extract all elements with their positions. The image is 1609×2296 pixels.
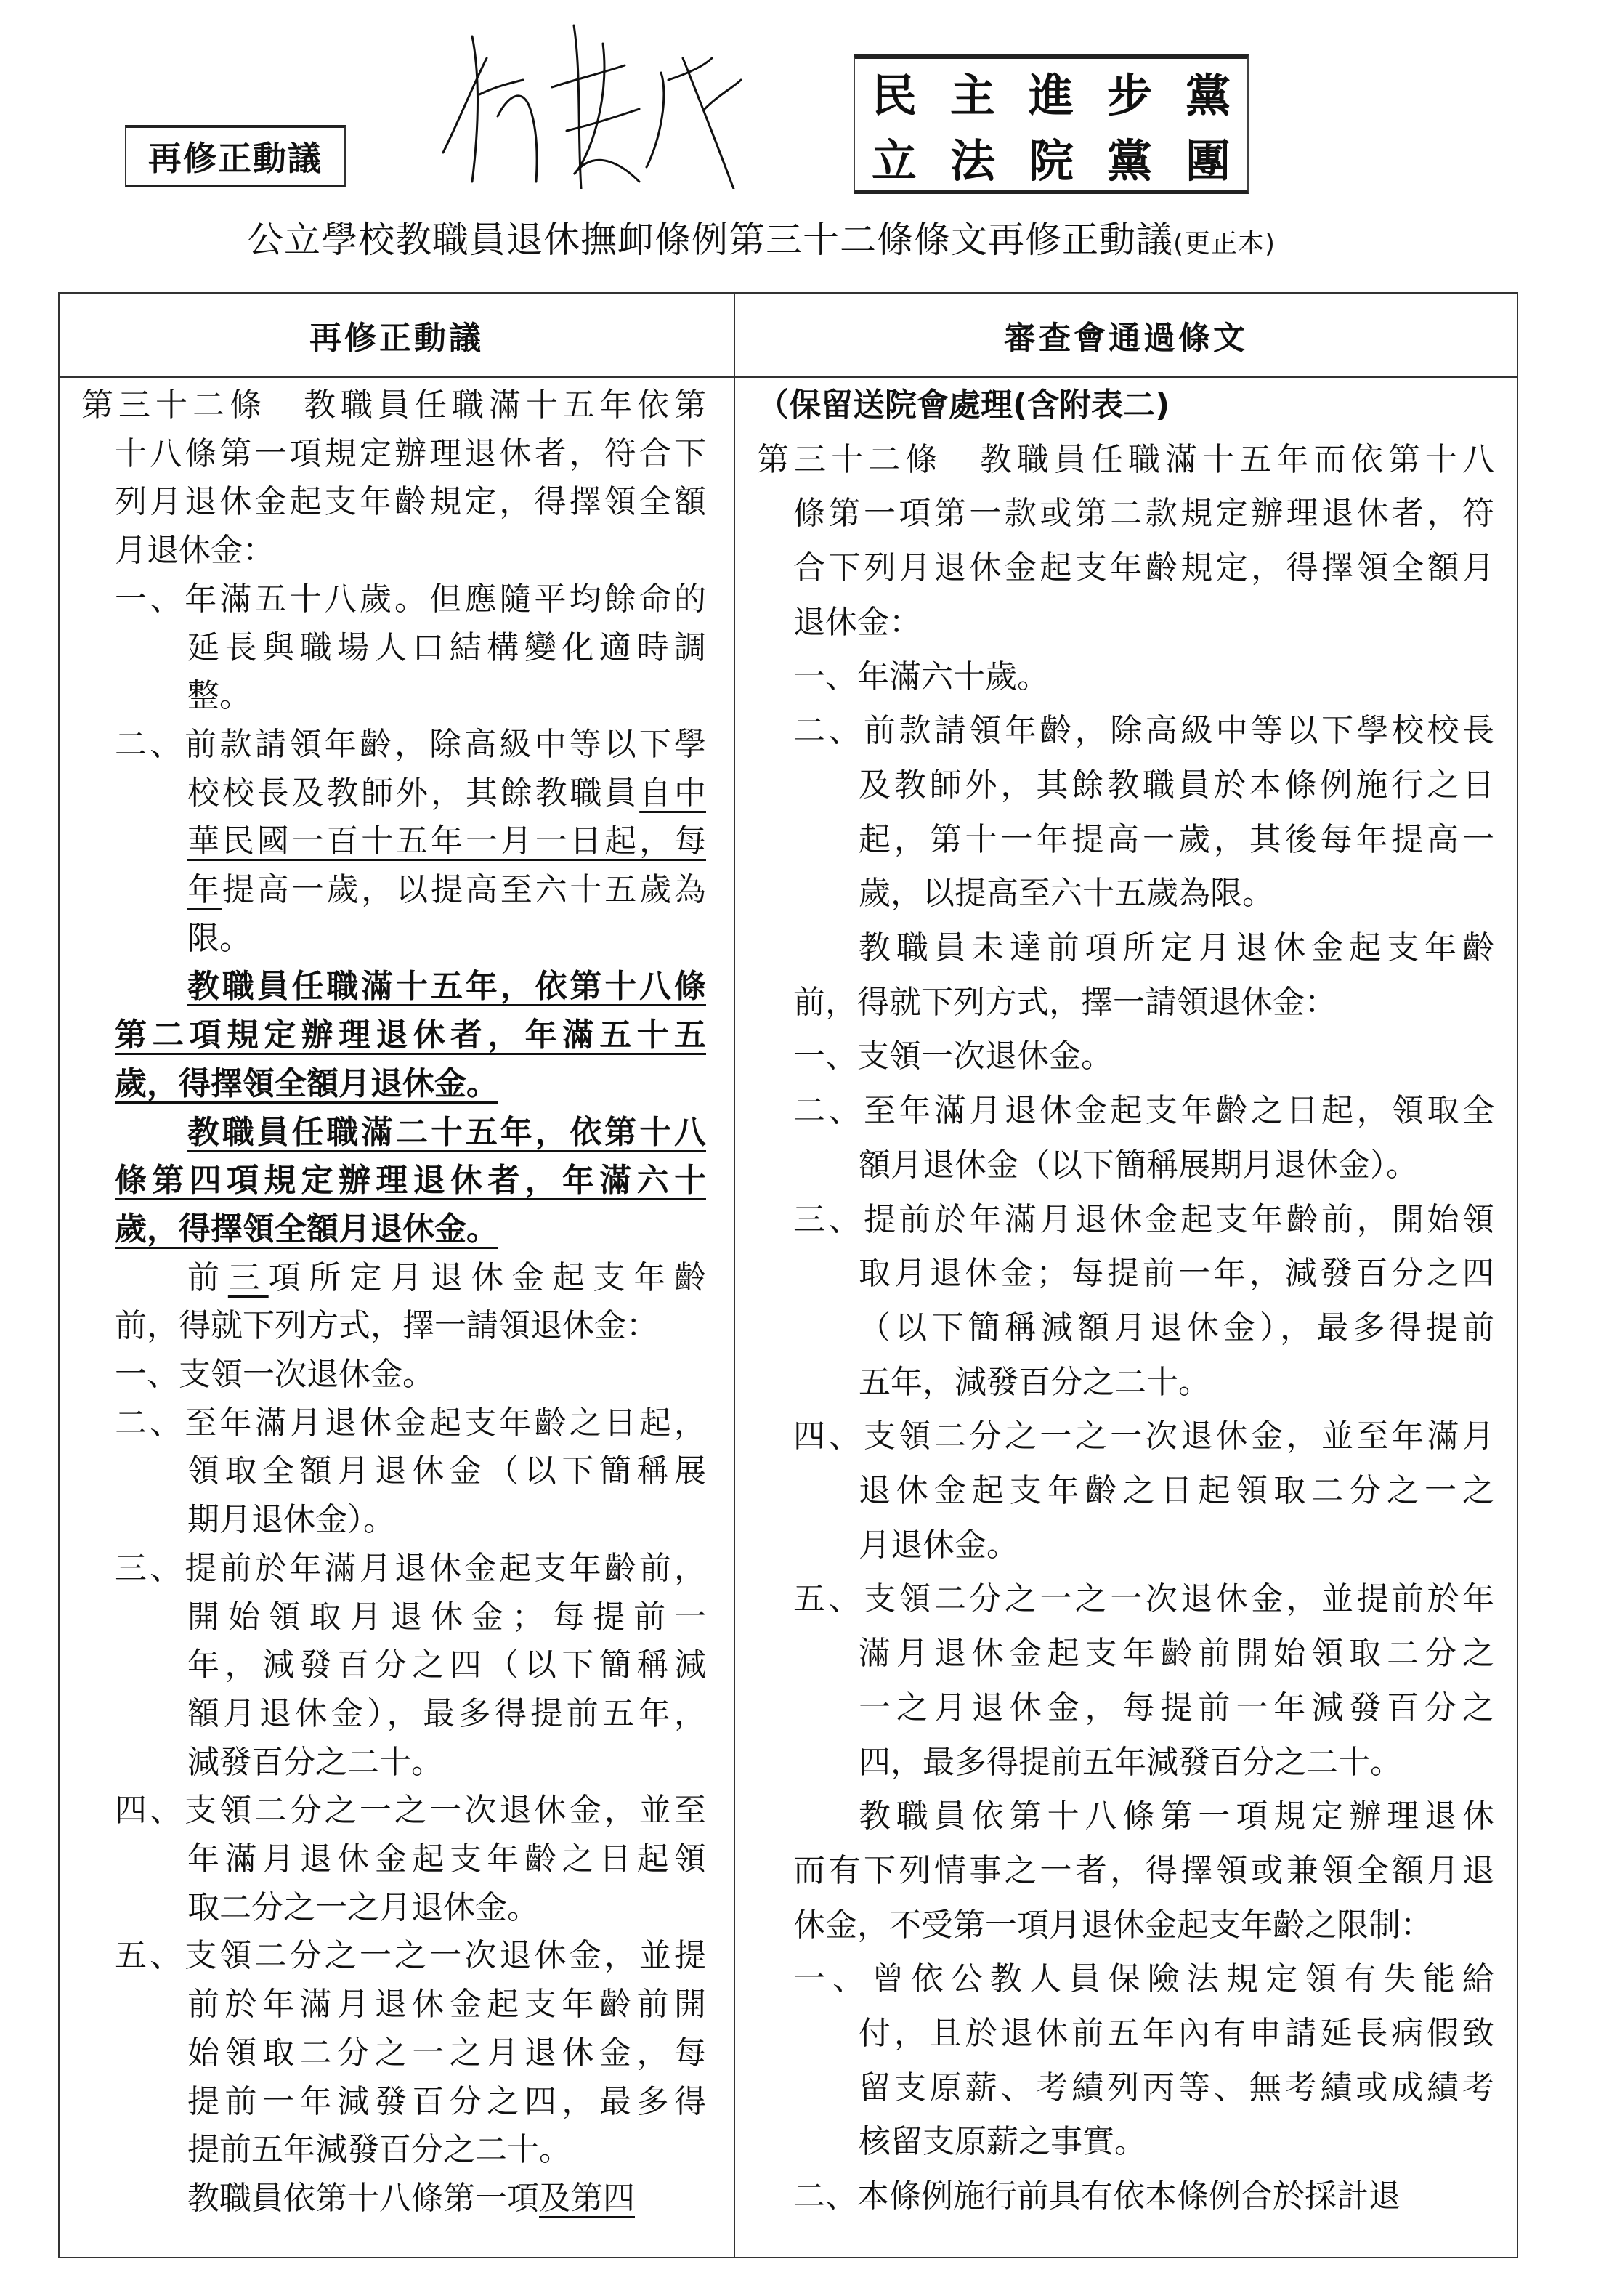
text-segment: 付，且於退休前五年內有申請延長病假致	[859, 2015, 1494, 2052]
amended-text: 及第四	[539, 2179, 635, 2217]
text-segment: 四，最多得提前五年減發百分之二十。	[859, 1743, 1402, 1781]
text-segment: 額月退休金），最多得提前五年，	[187, 1694, 706, 1732]
text-segment: 前，得就下列方式，擇一請領退休金：	[115, 1307, 658, 1345]
article-text-line	[115, 1402, 706, 1445]
article-text-line	[859, 1361, 1210, 1404]
article-text-line	[187, 1256, 706, 1300]
text-segment: （以下簡稱減額月退休金），最多得提前	[859, 1309, 1494, 1346]
article-text-line	[793, 601, 921, 644]
text-segment: 年滿月退休金起支年齡之日起領	[187, 1840, 706, 1877]
amended-text: 自中	[639, 774, 706, 812]
text-segment: 休金，不受第一項月退休金起支年齡之限制：	[793, 1906, 1432, 1944]
text-segment: 留支原薪、考績列丙等、無考績或成績考	[859, 2069, 1494, 2106]
article-text-line	[115, 1014, 706, 1057]
article-text-line	[187, 1450, 706, 1493]
article-text-line	[115, 723, 706, 767]
amended-text: 華民國一百十五年一月一日起，每	[187, 822, 706, 860]
text-segment: 十八條第一項規定辦理退休者，符合下	[115, 434, 706, 472]
comparison-table	[58, 292, 1518, 2258]
article-text-line	[793, 709, 1494, 753]
article-text-line	[793, 1849, 1494, 1893]
article-text-line	[793, 492, 1494, 535]
article-text-line	[115, 480, 706, 524]
stamp-char: 院	[1028, 134, 1074, 187]
article-text-line	[187, 1886, 539, 1930]
text-segment: 一、年滿六十歲。	[793, 658, 1049, 695]
article-text-line	[859, 1306, 1494, 1350]
text-segment: 滿月退休金起支年齡前開始領取二分之	[859, 1635, 1494, 1673]
text-segment: 額月退休金（以下簡稱展期月退休金）。	[859, 1146, 1418, 1184]
article-text-line	[859, 926, 1494, 970]
stamp-char: 法	[949, 134, 995, 187]
article-text-line	[757, 384, 1170, 427]
text-segment: 二、至年滿月退休金起支年齡之日起，	[115, 1404, 706, 1442]
article-text-line	[793, 1957, 1494, 2001]
article-text-line	[187, 965, 706, 1008]
article-text-line	[81, 384, 706, 427]
article-text-line	[793, 1415, 1494, 1458]
article-text-line	[859, 1469, 1494, 1513]
added-paragraph-text: 教職員任職滿二十五年，依第十八	[187, 1113, 706, 1151]
party-caucus-stamp	[854, 54, 1249, 194]
article-text-line	[793, 1198, 1494, 1242]
text-segment: 期月退休金）。	[187, 1501, 395, 1539]
text-segment: 而有下列情事之一者，得擇領或兼領全額月退	[793, 1851, 1494, 1889]
text-segment: 提前五年減發百分之二十。	[187, 2131, 571, 2169]
document-title-note: (更正本)	[1173, 229, 1276, 259]
article-text-line	[115, 1547, 706, 1590]
stamp-char: 主	[949, 68, 995, 122]
added-paragraph-text: 歲，得擇領全額月退休金。	[115, 1064, 498, 1102]
article-text-line	[187, 2177, 635, 2220]
article-text-line	[115, 1208, 498, 1251]
article-text-line	[187, 2080, 706, 2124]
article-text-line	[187, 1111, 706, 1155]
text-segment: 一、支領一次退休金。	[115, 1356, 434, 1393]
article-text-line	[187, 917, 251, 961]
article-text-line	[859, 1524, 1018, 1567]
article-text-line	[793, 1904, 1432, 1947]
article-text-line	[859, 1686, 1494, 1730]
text-segment: 退休金：	[793, 603, 921, 641]
added-paragraph-text: 歲，得擇領全額月退休金。	[115, 1210, 498, 1248]
article-text-line	[187, 2032, 706, 2075]
column-divider	[734, 294, 735, 2257]
article-text-line	[187, 1596, 706, 1639]
article-text-line	[859, 1252, 1494, 1295]
article-text-line	[859, 2012, 1494, 2056]
article-text-line	[115, 432, 706, 476]
article-text-line	[793, 1035, 1113, 1078]
text-segment: 一之月退休金，每提前一年減發百分之	[859, 1689, 1494, 1726]
article-text-line	[859, 2066, 1494, 2110]
text-segment: 五、支領二分之一之一次退休金，並提	[115, 1937, 706, 1975]
article-text-line	[187, 626, 706, 670]
text-segment: 五、支領二分之一之一次退休金，並提前於年	[793, 1580, 1494, 1618]
stamp-char: 黨	[1106, 134, 1152, 187]
text-segment: 一、曾依公教人員保險法規定領有失能給	[793, 1960, 1494, 1998]
article-text-line	[793, 546, 1494, 590]
article-text-line	[187, 772, 706, 815]
article-text-line	[859, 1795, 1494, 1838]
document-title	[247, 211, 1276, 263]
text-segment: 領取全額月退休金（以下簡稱展	[187, 1452, 706, 1490]
text-segment: 開始領取月退休金；每提前一	[187, 1598, 706, 1636]
article-text-line	[187, 1644, 706, 1687]
article-text-line	[187, 674, 251, 718]
amended-text: 三	[227, 1258, 269, 1296]
text-segment: 二、至年滿月退休金起支年齡之日起，領取全	[793, 1092, 1494, 1130]
article-text-line	[115, 1062, 498, 1106]
text-segment: 列月退休金起支年齡規定，得擇領全額	[115, 483, 706, 521]
article-text-line	[115, 1934, 706, 1978]
text-segment: 二、前款請領年齡，除高級中等以下學	[115, 725, 706, 763]
article-text-line	[187, 820, 706, 863]
article-text-line	[859, 764, 1494, 807]
article-text-line	[757, 438, 1494, 482]
added-paragraph-text: 教職員任職滿十五年，依第十八條	[187, 968, 706, 1006]
stamp-char: 進	[1028, 68, 1074, 122]
text-segment: 歲，以提高至六十五歲為限。	[859, 875, 1274, 913]
text-segment: 第三十二條 教職員任職滿十五年而依第十八	[757, 440, 1494, 478]
text-segment: 前，得就下列方式，擇一請領退休金：	[793, 983, 1337, 1021]
text-segment: 合下列月退休金起支年齡規定，得擇領全額月	[793, 549, 1494, 587]
text-segment: 教職員依第十八條第一項規定辦理退休	[859, 1798, 1494, 1835]
text-segment: 四、支領二分之一之一次退休金，並至年滿月	[793, 1418, 1494, 1455]
article-text-line	[793, 655, 1049, 699]
article-text-line	[115, 578, 706, 621]
document-title-text: 公立學校教職員退休撫卹條例第三十二條條文再修正動議	[247, 219, 1173, 261]
text-segment: 延長與職場人口結構變化適時調	[187, 628, 706, 666]
text-segment: 二、本條例施行前具有依本條例合於採計退	[793, 2178, 1401, 2215]
text-segment: 月退休金：	[115, 532, 275, 570]
article-text-line	[793, 981, 1337, 1024]
article-text-line	[793, 1089, 1494, 1133]
text-segment: 四、支領二分之一之一次退休金，並至	[115, 1792, 706, 1830]
stamp-char: 民	[871, 68, 917, 122]
article-text-line	[187, 2128, 571, 2172]
article-text-line	[859, 1144, 1418, 1187]
article-text-line	[115, 1353, 434, 1396]
text-segment: 第三十二條 教職員任職滿十五年依第	[81, 387, 706, 424]
article-text-line	[859, 1741, 1402, 1784]
motion-label-box	[125, 125, 346, 187]
text-segment: 取二分之一之月退休金。	[187, 1888, 539, 1926]
column-header-committee-text: 審查會通過條文	[735, 294, 1517, 378]
text-segment: 核留支原薪之事實。	[859, 2123, 1146, 2161]
text-segment: 前於年滿月退休金起支年齡前開	[187, 1986, 706, 2024]
text-segment: 前	[187, 1258, 228, 1296]
text-segment: 一、支領一次退休金。	[793, 1038, 1113, 1075]
text-segment: 項所定月退休金起支年齡	[268, 1258, 706, 1296]
text-segment: 校校長及教師外，其餘教職員	[187, 774, 640, 812]
article-text-line	[187, 1692, 706, 1736]
text-segment: 二、前款請領年齡，除高級中等以下學校校長	[793, 712, 1494, 750]
text-segment: 起，第十一年提高一歲，其後每年提高一	[859, 820, 1494, 858]
text-segment: 整。	[187, 677, 251, 715]
article-text-line	[859, 1632, 1494, 1675]
stamp-char: 立	[871, 134, 917, 187]
text-segment: 提前一年減發百分之四，最多得	[187, 2082, 706, 2120]
motion-label: 再修正動議	[148, 139, 323, 178]
stamp-char: 步	[1106, 68, 1152, 122]
text-segment: 條第一項第一款或第二款規定辦理退休者，符	[793, 495, 1494, 533]
text-segment: 提高一歲，以提高至六十五歲為	[222, 871, 706, 908]
signature	[429, 15, 806, 189]
text-segment: 教職員未達前項所定月退休金起支年齡	[859, 929, 1494, 966]
article-text-line	[115, 1159, 706, 1202]
article-text-line	[187, 1838, 706, 1881]
article-text-line	[793, 1577, 1494, 1621]
text-segment: 退休金起支年齡之日起領取二分之一之	[859, 1472, 1494, 1509]
stamp-char: 團	[1185, 134, 1231, 187]
text-segment: 取月退休金；每提前一年，減發百分之四	[859, 1255, 1494, 1293]
reservation-note: （保留送院會處理(含附表二)	[757, 387, 1170, 424]
article-text-line	[115, 529, 275, 573]
article-text-line	[187, 868, 706, 912]
text-segment: 三、提前於年滿月退休金起支年齡前，開始領	[793, 1200, 1494, 1238]
text-segment: 減發百分之二十。	[187, 1743, 443, 1781]
column-header-amendment: 再修正動議	[60, 294, 734, 378]
stamp-char: 黨	[1185, 68, 1231, 122]
article-text-line	[115, 1304, 658, 1348]
article-text-line	[187, 1498, 395, 1542]
text-segment: 限。	[187, 919, 251, 957]
text-segment: 教職員依第十八條第一項	[187, 2179, 539, 2217]
text-segment: 月退休金。	[859, 1526, 1018, 1564]
article-text-line	[793, 2175, 1401, 2218]
article-text-line	[859, 872, 1274, 915]
text-segment: 五年，減發百分之二十。	[859, 1363, 1210, 1401]
text-segment: 始領取二分之一之月退休金，每	[187, 2034, 706, 2071]
article-text-line	[187, 1741, 443, 1784]
text-segment: 一、年滿五十八歲。但應隨平均餘命的	[115, 580, 706, 618]
article-text-line	[859, 818, 1494, 862]
amended-text: 年	[187, 871, 222, 908]
text-segment: 年，減發百分之四（以下簡稱減	[187, 1646, 706, 1684]
text-segment: 及教師外，其餘教職員於本條例施行之日	[859, 766, 1494, 804]
added-paragraph-text: 第二項規定辦理退休者，年滿五十五	[115, 1016, 706, 1054]
added-paragraph-text: 條第四項規定辦理退休者，年滿六十	[115, 1162, 706, 1200]
article-text-line	[115, 1789, 706, 1832]
article-text-line	[859, 2120, 1146, 2164]
article-text-line	[187, 1983, 706, 2026]
text-segment: 三、提前於年滿月退休金起支年齡前，	[115, 1549, 706, 1587]
